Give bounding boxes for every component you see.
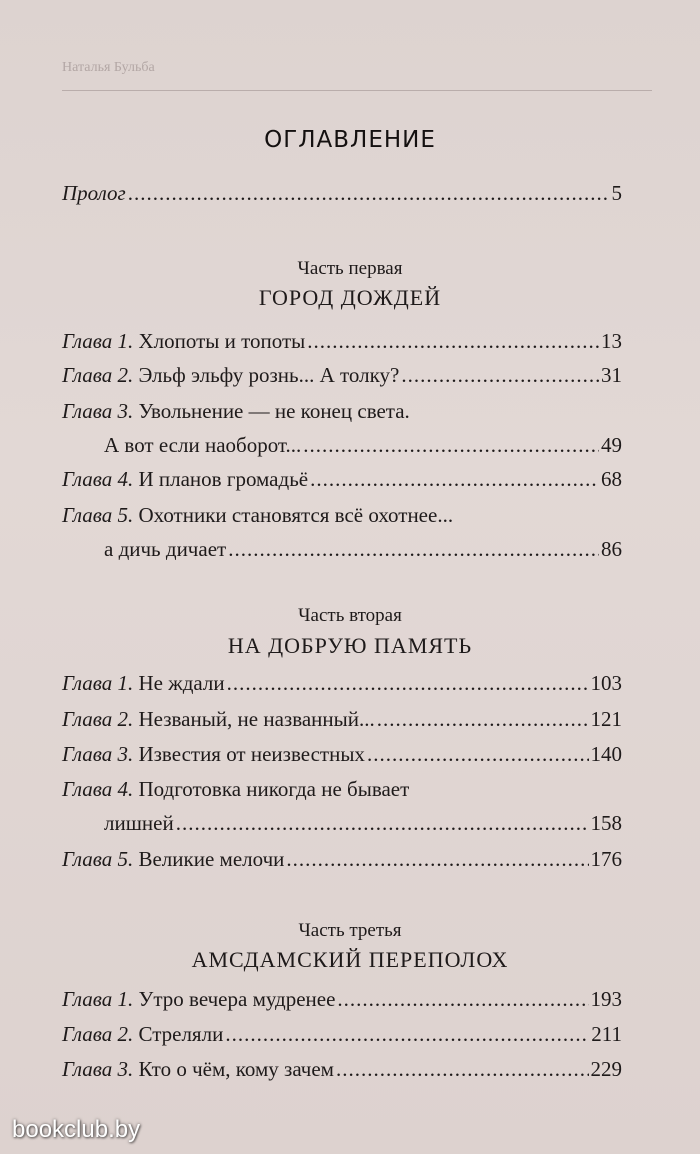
toc-entry: Глава 5 . Великие мелочи ..... 176	[62, 846, 622, 872]
page-number: 140	[590, 742, 622, 766]
toc-entry: Глава 3 . Кто о чём, кому зачем ..... 229	[62, 1056, 622, 1082]
chapter-label: Глава 5	[62, 503, 128, 527]
chapter-label: Глава 3	[62, 399, 128, 423]
chapter-title: Не ждали	[138, 671, 225, 695]
header-ghost-text: Наталья Бульба	[62, 60, 155, 75]
chapter-title: Незваный, не названный...	[138, 707, 375, 731]
chapter-title: Хлопоты и топоты	[138, 329, 306, 353]
dot-leader	[286, 846, 588, 872]
toc-entry: Глава 1 . Не ждали ..... 103	[62, 670, 622, 696]
page-number: 121	[590, 707, 622, 731]
chapter-label: Глава 2	[62, 363, 128, 387]
chapter-label: Глава 4	[62, 777, 128, 801]
page-number: 211	[591, 1022, 622, 1046]
part-1-label: Часть первая	[297, 258, 403, 279]
dot-leader	[176, 810, 589, 836]
chapter-title: Утро вечера мудренее	[138, 987, 336, 1011]
dot-leader	[128, 180, 610, 206]
dot-leader	[377, 706, 589, 732]
dot-leader	[367, 741, 589, 767]
chapter-label: Глава 2	[62, 707, 128, 731]
chapter-label: Глава 1	[62, 671, 128, 695]
chapter-label: Глава 3	[62, 742, 128, 766]
page-number: 176	[590, 847, 622, 871]
toc-entry: Глава 5 . Охотники становятся всё охотнее... а дичь дичает ..... 86	[62, 502, 622, 562]
chapter-label: Глава 4	[62, 467, 128, 491]
chapter-title: Охотники становятся всё охотнее...	[138, 503, 454, 527]
chapter-label: Глава 2	[62, 1022, 128, 1046]
page-number: 193	[590, 987, 622, 1011]
watermark: bookclub.by	[12, 1116, 141, 1143]
dot-leader	[225, 1021, 589, 1047]
toc-entry: Глава 1 . Утро вечера мудренее ..... 193	[62, 986, 622, 1012]
page-number: 158	[590, 811, 622, 835]
toc-entry: Глава 4 . Подготовка никогда не бывает лишней ..... 158	[62, 776, 622, 836]
dot-leader	[310, 466, 599, 492]
chapter-title-cont: лишней	[104, 811, 174, 835]
dot-leader	[227, 670, 589, 696]
chapter-title: Известия от неизвестных	[138, 742, 365, 766]
chapter-title: И планов громадьё	[138, 467, 309, 491]
chapter-label: Глава 3	[62, 1057, 128, 1081]
toc-entry-prologue	[62, 180, 622, 206]
dot-leader	[303, 432, 599, 458]
toc-entry: Глава 4 . И планов громадьё ..... 68	[62, 466, 622, 492]
page-number: 5	[611, 181, 622, 205]
header-rule	[62, 90, 652, 91]
dot-leader	[336, 1056, 589, 1082]
toc-title: ОГЛАВЛЕНИЕ	[264, 127, 436, 153]
page-number: 229	[590, 1057, 622, 1081]
prologue-label: Пролог	[62, 181, 126, 205]
chapter-label: Глава 5	[62, 847, 128, 871]
page-number: 68	[601, 467, 622, 491]
part-2-title: НА ДОБРУЮ ПАМЯТЬ	[227, 633, 473, 658]
toc-entry: Глава 2 . Стреляли ..... 211	[62, 1021, 622, 1047]
chapter-title: Подготовка никогда не бывает	[138, 777, 410, 801]
toc-entry: Глава 3 . Известия от неизвестных ..... 140	[62, 741, 622, 767]
page-number: 49	[601, 433, 622, 457]
toc-entry: Глава 3 . Увольнение — не конец света. А вот если наоборот... ..... 49	[62, 398, 622, 458]
page-number: 31	[601, 363, 622, 387]
part-3-title: АМСДАМСКИЙ ПЕРЕПОЛОХ	[191, 947, 509, 972]
dot-leader	[337, 986, 588, 1012]
chapter-title: Великие мелочи	[138, 847, 285, 871]
toc-entry: Глава 2 . Эльф эльфу рознь... А толку? ..... 31	[62, 362, 622, 388]
chapter-title-cont: А вот если наоборот...	[104, 433, 302, 457]
chapter-label: Глава 1	[62, 987, 128, 1011]
chapter-title: Кто о чём, кому зачем	[138, 1057, 334, 1081]
chapter-label: Глава 1	[62, 329, 128, 353]
chapter-title: Стреляли	[138, 1022, 224, 1046]
dot-leader	[401, 362, 599, 388]
part-1-title: ГОРОД ДОЖДЕЙ	[258, 285, 442, 310]
dot-leader	[228, 536, 599, 562]
toc-entry: Глава 1 . Хлопоты и топоты ..... 13	[62, 328, 622, 354]
part-2-label: Часть вторая	[298, 605, 402, 626]
page-number: 13	[601, 329, 622, 353]
chapter-title-cont: а дичь дичает	[104, 537, 227, 561]
chapter-title: Эльф эльфу рознь... А толку?	[138, 363, 400, 387]
page-number: 86	[601, 537, 622, 561]
part-3-label: Часть третья	[298, 920, 402, 941]
dot-leader	[307, 328, 599, 354]
page-number: 103	[590, 671, 622, 695]
chapter-title: Увольнение — не конец света.	[138, 399, 410, 423]
toc-entry: Глава 2 . Незваный, не названный... ..... 121	[62, 706, 622, 732]
